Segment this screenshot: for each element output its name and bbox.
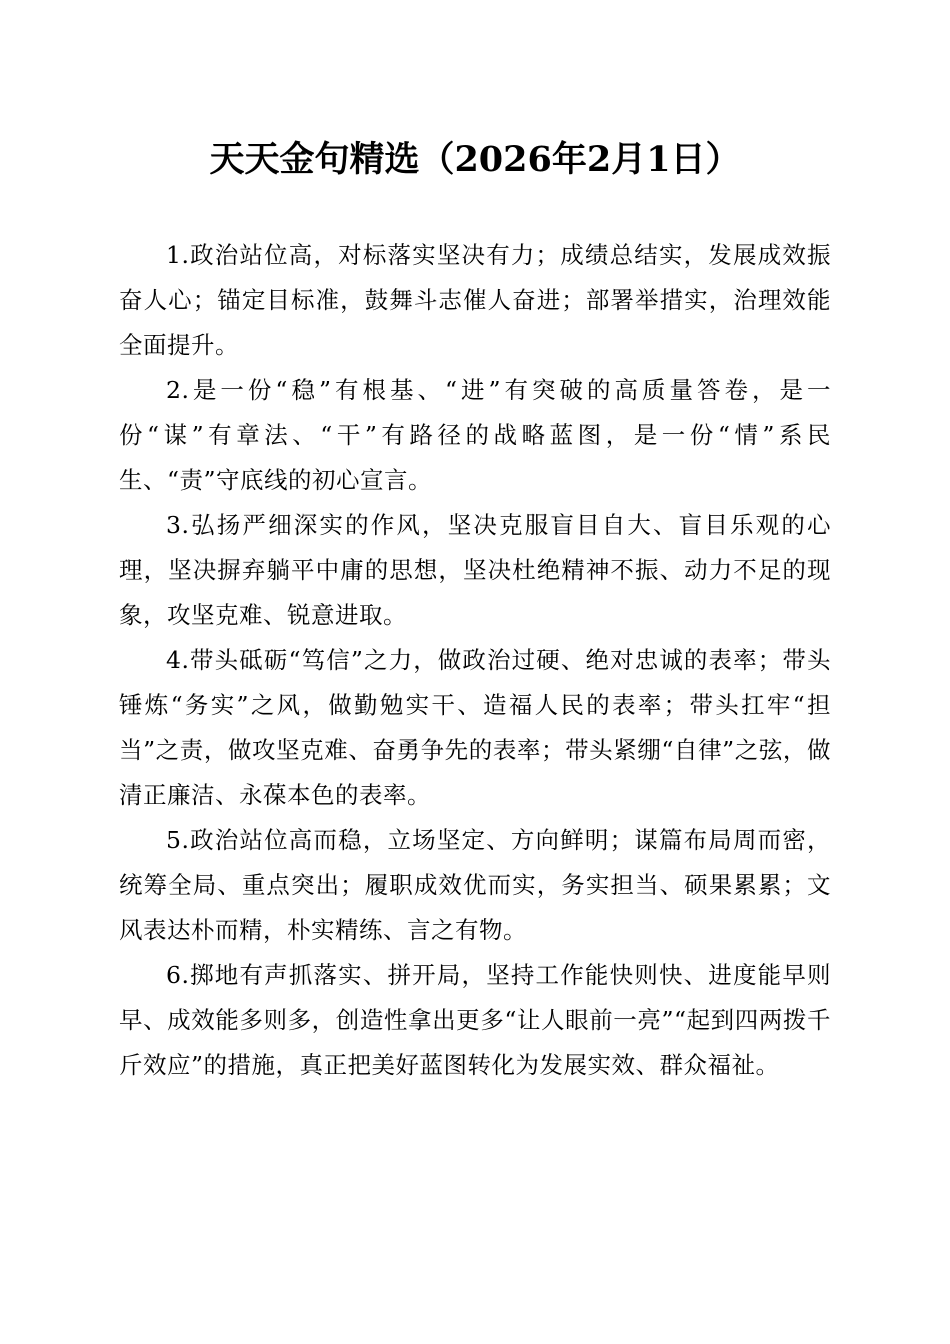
- document-body: [119, 233, 831, 1088]
- paragraph-1: 1.政治站位高，对标落实坚决有力；成绩总结实，发展成效振奋人心；锚定目标准，鼓舞斗志催人奋进；部署举措实，治理效能全面提升。: [119, 241, 831, 359]
- paragraph-6: 6.掷地有声抓落实、拼开局，坚持工作能快则快、进度能早则早、成效能多则多，创造性拿出更多“让人眼前一亮”“起到四两拨千斤效应”的措施，真正把美好蓝图转化为发展实效、群众福祉。: [119, 961, 831, 1079]
- paragraph-3: 3.弘扬严细深实的作风，坚决克服盲目自大、盲目乐观的心理，坚决摒弃躺平中庸的思想，坚决杜绝精神不振、动力不足的现象，攻坚克难、锐意进取。: [119, 511, 831, 629]
- document-title: 天天金句精选（2026年2月1日）: [209, 139, 741, 180]
- paragraph-5: 5.政治站位高而稳，立场坚定、方向鲜明；谋篇布局周而密，统筹全局、重点突出；履职成效优而实，务实担当、硕果累累；文风表达朴而精，朴实精练、言之有物。: [119, 826, 831, 944]
- paragraph-4: 4.带头砥砺“笃信”之力，做政治过硬、绝对忠诚的表率；带头锤炼“务实”之风，做勤勉实干、造福人民的表率；带头扛牢“担当”之责，做攻坚克难、奋勇争先的表率；带头紧绷“自律”之弦，做清正廉洁、永葆本色的表率。: [119, 646, 831, 809]
- paragraph-2: 2.是一份“稳”有根基、“进”有突破的高质量答卷，是一份“谋”有章法、“干”有路径的战略蓝图，是一份“情”系民生、“责”守底线的初心宣言。: [119, 376, 831, 494]
